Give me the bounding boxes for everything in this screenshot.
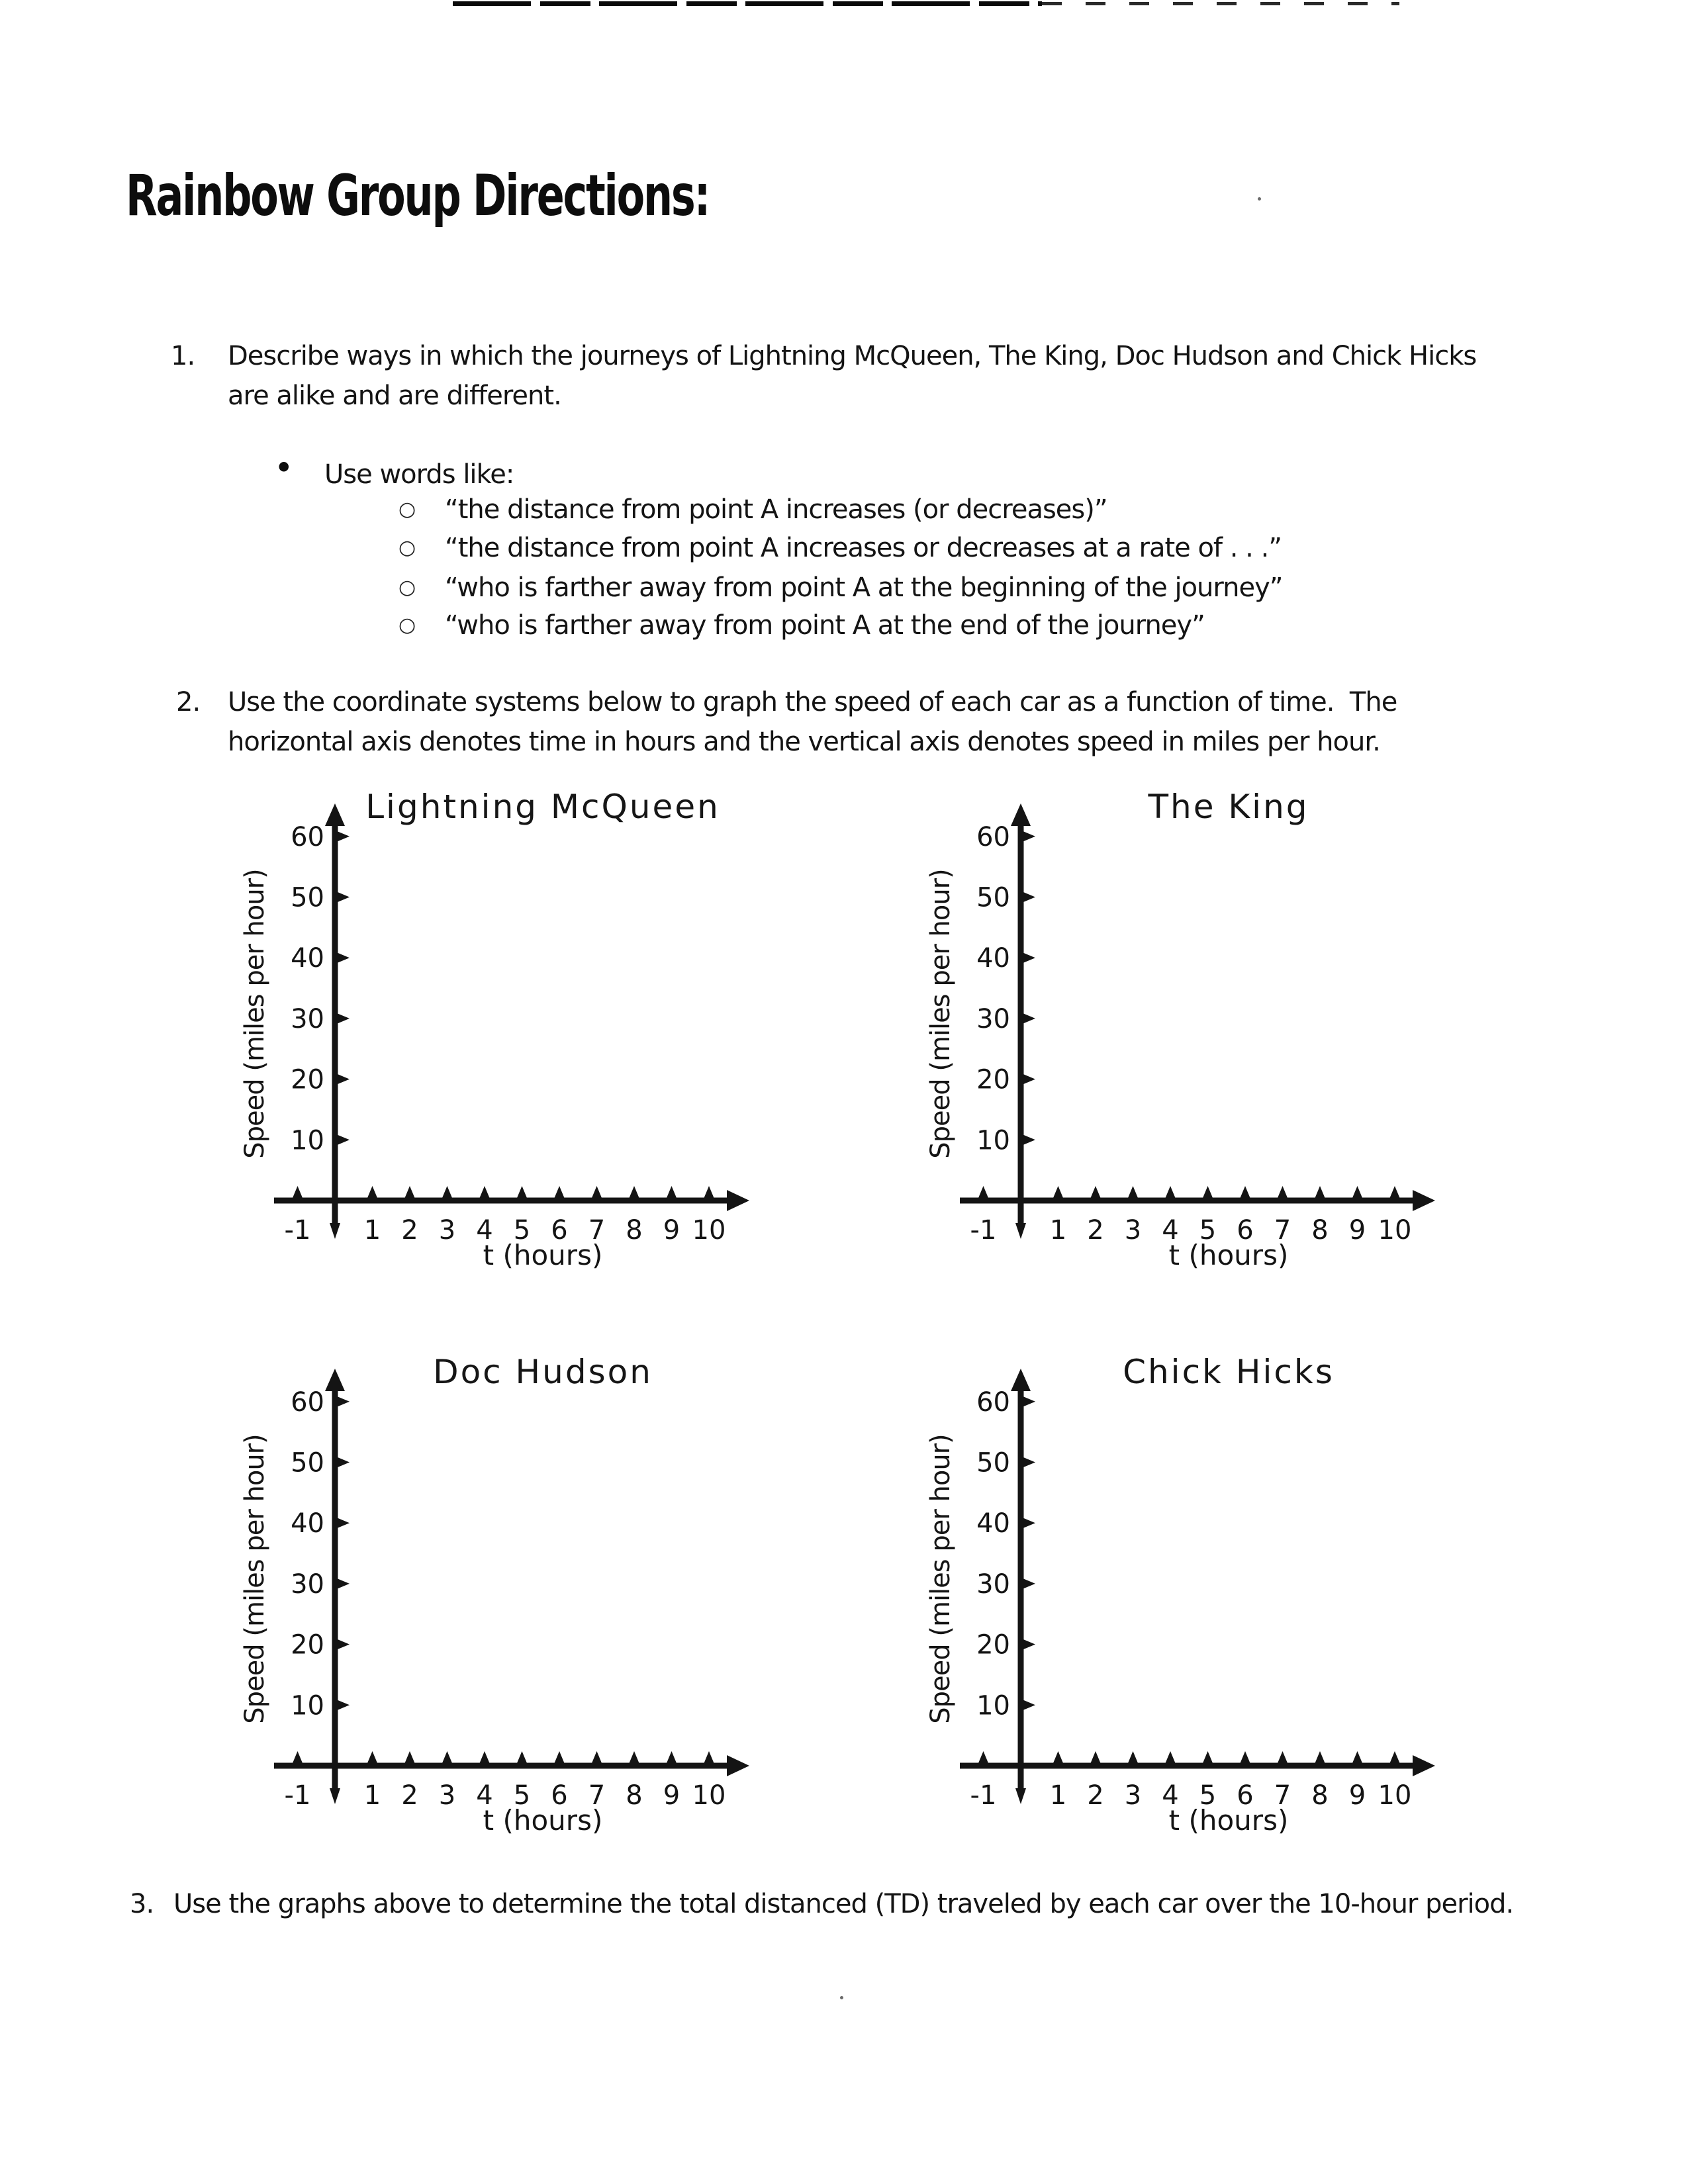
svg-text:6: 6 — [551, 1215, 568, 1246]
svg-text:30: 30 — [291, 1003, 324, 1034]
svg-text:50: 50 — [291, 1447, 324, 1479]
bullet-icon: • — [274, 449, 294, 487]
scan-speck — [1258, 197, 1261, 201]
svg-text:20: 20 — [291, 1629, 324, 1661]
svg-text:10: 10 — [976, 1125, 1010, 1156]
svg-text:7: 7 — [1274, 1780, 1291, 1811]
svg-text:6: 6 — [1237, 1215, 1254, 1246]
svg-text:1: 1 — [363, 1780, 381, 1811]
circle-bullet-icon: ○ — [399, 614, 416, 637]
svg-text:1: 1 — [1049, 1780, 1067, 1811]
svg-text:-1: -1 — [284, 1215, 311, 1246]
x-axis-label: t (hours) — [1168, 1239, 1289, 1271]
svg-text:10: 10 — [1378, 1780, 1412, 1811]
svg-text:4: 4 — [476, 1780, 493, 1811]
item1-line1: Describe ways in which the journeys of Lightning McQueen, The King, Doc Hudson and Chick Hicks — [228, 341, 1477, 371]
sub-bullet-3: “who is farther away from point A at the beginning of the journey” — [445, 572, 1283, 603]
svg-text:-1: -1 — [970, 1215, 997, 1246]
graph-the-king — [904, 781, 1460, 1310]
item3-text: Use the graphs above to determine the total distanced (TD) traveled by each car over the 10-hour period. — [173, 1889, 1514, 1919]
svg-text:3: 3 — [1124, 1215, 1142, 1246]
item2-number: 2. — [176, 687, 201, 717]
svg-text:20: 20 — [976, 1064, 1010, 1095]
svg-text:3: 3 — [1124, 1780, 1142, 1811]
svg-text:10: 10 — [291, 1125, 324, 1156]
svg-text:10: 10 — [976, 1690, 1010, 1721]
sub-bullet-2: “the distance from point A increases or decreases at a rate of . . .” — [445, 533, 1282, 563]
svg-text:7: 7 — [1274, 1215, 1291, 1246]
y-axis-label: Speed (miles per hour) — [925, 1434, 956, 1724]
svg-text:60: 60 — [976, 1387, 1010, 1418]
svg-text:5: 5 — [513, 1780, 531, 1811]
svg-text:-1: -1 — [284, 1780, 311, 1811]
svg-text:2: 2 — [1087, 1780, 1104, 1811]
y-axis-label: Speed (miles per hour) — [925, 869, 956, 1159]
svg-text:8: 8 — [626, 1215, 643, 1246]
svg-text:60: 60 — [976, 821, 1010, 852]
svg-text:10: 10 — [291, 1690, 324, 1721]
x-axis-label: t (hours) — [483, 1804, 603, 1837]
bullet-label: Use words like: — [324, 459, 514, 490]
svg-text:2: 2 — [1087, 1215, 1104, 1246]
svg-text:3: 3 — [438, 1215, 456, 1246]
svg-text:40: 40 — [976, 1508, 1010, 1539]
graph-doc-hudson — [218, 1346, 774, 1876]
svg-text:8: 8 — [626, 1780, 643, 1811]
axes-grid — [904, 1346, 1460, 1869]
svg-text:9: 9 — [663, 1215, 680, 1246]
svg-text:30: 30 — [976, 1569, 1010, 1600]
scan-speck — [840, 1996, 843, 1999]
svg-text:6: 6 — [551, 1780, 568, 1811]
svg-text:4: 4 — [1162, 1215, 1179, 1246]
svg-text:50: 50 — [976, 882, 1010, 913]
svg-text:1: 1 — [363, 1215, 381, 1246]
item2-line1: Use the coordinate systems below to graph the speed of each car as a function of time. The — [228, 687, 1397, 717]
svg-text:60: 60 — [291, 1387, 324, 1418]
svg-text:9: 9 — [1348, 1780, 1366, 1811]
svg-text:9: 9 — [663, 1780, 680, 1811]
svg-text:2: 2 — [401, 1215, 418, 1246]
scan-artifact-line-sparse — [1042, 2, 1399, 5]
svg-text:5: 5 — [513, 1215, 531, 1246]
svg-text:60: 60 — [291, 821, 324, 852]
svg-text:10: 10 — [692, 1780, 726, 1811]
axes-grid — [218, 781, 774, 1304]
chart-title: The King — [1148, 788, 1309, 826]
item1-number: 1. — [171, 341, 195, 371]
svg-text:40: 40 — [291, 943, 324, 974]
svg-text:3: 3 — [438, 1780, 456, 1811]
chart-title: Chick Hicks — [1123, 1353, 1335, 1391]
svg-text:20: 20 — [291, 1064, 324, 1095]
circle-bullet-icon: ○ — [399, 536, 416, 559]
y-axis-label: Speed (miles per hour) — [240, 869, 270, 1159]
axes-grid — [218, 1346, 774, 1869]
circle-bullet-icon: ○ — [399, 576, 416, 599]
svg-text:10: 10 — [692, 1215, 726, 1246]
svg-text:4: 4 — [1162, 1780, 1179, 1811]
svg-text:-1: -1 — [970, 1780, 997, 1811]
circle-bullet-icon: ○ — [399, 498, 416, 521]
svg-text:6: 6 — [1237, 1780, 1254, 1811]
svg-text:2: 2 — [401, 1780, 418, 1811]
x-axis-label: t (hours) — [483, 1239, 603, 1271]
svg-text:50: 50 — [291, 882, 324, 913]
svg-text:8: 8 — [1311, 1780, 1329, 1811]
item2-line2: horizontal axis denotes time in hours and the vertical axis denotes speed in miles per hour. — [228, 727, 1380, 757]
svg-text:7: 7 — [588, 1215, 606, 1246]
svg-text:4: 4 — [476, 1215, 493, 1246]
y-axis-label: Speed (miles per hour) — [240, 1434, 270, 1724]
svg-text:5: 5 — [1199, 1780, 1217, 1811]
svg-text:30: 30 — [291, 1569, 324, 1600]
svg-text:1: 1 — [1049, 1215, 1067, 1246]
svg-text:8: 8 — [1311, 1215, 1329, 1246]
svg-text:5: 5 — [1199, 1215, 1217, 1246]
chart-title: Lightning McQueen — [365, 788, 720, 826]
chart-title: Doc Hudson — [433, 1353, 653, 1391]
svg-text:50: 50 — [976, 1447, 1010, 1479]
svg-text:30: 30 — [976, 1003, 1010, 1034]
svg-text:20: 20 — [976, 1629, 1010, 1661]
x-axis-label: t (hours) — [1168, 1804, 1289, 1837]
svg-text:7: 7 — [588, 1780, 606, 1811]
scan-artifact-line — [453, 1, 1042, 6]
sub-bullet-1: “the distance from point A increases (or decreases)” — [445, 494, 1107, 525]
sub-bullet-4: “who is farther away from point A at the end of the journey” — [445, 610, 1205, 641]
axes-grid — [904, 781, 1460, 1304]
svg-text:9: 9 — [1348, 1215, 1366, 1246]
graph-lightning-mcqueen — [218, 781, 774, 1310]
svg-text:40: 40 — [291, 1508, 324, 1539]
svg-text:10: 10 — [1378, 1215, 1412, 1246]
item3-number: 3. — [130, 1889, 154, 1919]
item1-line2: are alike and are different. — [228, 381, 561, 411]
graph-chick-hicks — [904, 1346, 1460, 1876]
svg-text:40: 40 — [976, 943, 1010, 974]
page-title: Rainbow Group Directions: — [126, 163, 710, 229]
